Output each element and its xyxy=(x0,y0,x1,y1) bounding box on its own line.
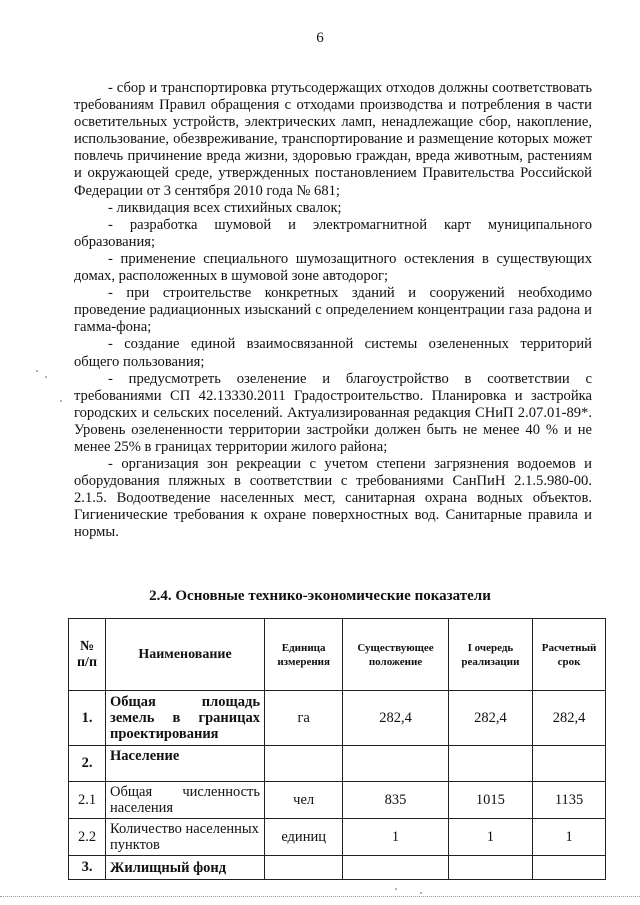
paragraph-noise-glazing: - применение специального шумозащитного остекления в существующих домах, расположенных в шумовой зоне автодорог; xyxy=(74,250,592,285)
scan-speck xyxy=(36,370,38,372)
row-target: 1 xyxy=(533,819,606,856)
table-row xyxy=(69,782,606,819)
page-number: 6 xyxy=(316,30,324,46)
row-stage1 xyxy=(448,746,532,782)
row-existing: 282,4 xyxy=(343,691,448,746)
header-unit: Единица измерения xyxy=(265,619,343,691)
header-num: № п/п xyxy=(69,619,106,691)
row-unit: единиц xyxy=(265,819,343,856)
row-stage1: 1 xyxy=(448,819,532,856)
paragraph-radiation-survey: - при строительстве конкретных зданий и сооружений необходимо проведение радиационных изысканий с определением концентрации газа радона и гамма-фона; xyxy=(74,285,592,336)
row-stage1: 282,4 xyxy=(448,691,532,746)
row-name: Общая численность населения xyxy=(106,782,265,819)
scan-speck xyxy=(45,376,47,378)
row-target xyxy=(533,856,606,880)
paragraph-landscaping: - предусмотреть озеленение и благоустройство в соответствии с требованиями СП 42.13330.2011 Градостроительство. Планировка и застройка городских и сельских поселений. Актуализированная редакция СНиП 2.07.01-89*. Уровень озелененности территории застройки должен быть не менее 40 % и не менее 25% в границах территории жилого района; xyxy=(74,370,592,455)
row-target xyxy=(533,746,606,782)
row-target: 1135 xyxy=(533,782,606,819)
row-num: 2.2 xyxy=(69,819,106,856)
row-name: Жилищный фонд xyxy=(106,856,265,880)
scan-speck xyxy=(395,888,397,890)
row-num: 2.1 xyxy=(69,782,106,819)
table-row xyxy=(69,746,606,782)
paragraph-noise-maps: - разработка шумовой и электромагнитной карт муниципального образования; xyxy=(74,216,592,250)
table-header-row xyxy=(69,619,606,691)
row-stage1 xyxy=(448,856,532,880)
scan-speck xyxy=(60,400,62,402)
paragraph-mercury-waste: - сбор и транспортировка ртутьсодержащих отходов должны соответствовать требованиям Правил обращения с отходами производства и потребления в части осветительных устройств, электрических ламп, ненадлежащие сбор, накопление, использование, обезвреживание, транспортирование и размещение которых может повлечь причинение вреда жизни, здоровью граждан, вреда животным, растениям и окружающей среде, утвержденных постановлением Правительства Российской Федерации от 3 сентября 2010 года № 681; xyxy=(74,80,592,199)
header-name: Наименование xyxy=(106,619,265,691)
row-existing: 1 xyxy=(343,819,448,856)
row-existing xyxy=(343,746,448,782)
section-title: 2.4. Основные технико-экономические показатели xyxy=(149,588,491,604)
row-stage1: 1015 xyxy=(448,782,532,819)
header-stage1: I очередь реализации xyxy=(448,619,532,691)
table-row xyxy=(69,691,606,746)
row-name: Количество населенных пунктов xyxy=(106,819,265,856)
table-row xyxy=(69,856,606,880)
row-unit xyxy=(265,856,343,880)
row-unit: чел xyxy=(265,782,343,819)
page-bottom-edge xyxy=(0,896,640,897)
paragraph-landfills: - ликвидация всех стихийных свалок; xyxy=(108,199,342,216)
row-unit xyxy=(265,746,343,782)
paragraph-recreation-zones: - организация зон рекреации с учетом степени загрязнения водоемов и оборудования пляжных в соответствии с требованиями СанПиН 2.1.5.980-00. 2.1.5. Водоотведение населенных мест, санитарная охрана водных объектов. Гигиенические требования к охране поверхностных вод. Санитарные правила и нормы. xyxy=(74,456,592,541)
row-existing xyxy=(343,856,448,880)
row-target: 282,4 xyxy=(533,691,606,746)
row-name: Население xyxy=(106,746,265,782)
header-target: Расчетный срок xyxy=(533,619,606,691)
row-existing: 835 xyxy=(343,782,448,819)
scan-speck xyxy=(420,892,422,894)
row-num: 2. xyxy=(69,746,106,782)
row-unit: га xyxy=(265,691,343,746)
row-num: 3. xyxy=(69,856,106,880)
body-text xyxy=(74,80,592,542)
table-row xyxy=(69,819,606,856)
header-existing: Существующее положение xyxy=(343,619,448,691)
row-num: 1. xyxy=(69,691,106,746)
paragraph-green-system: - создание единой взаимосвязанной системы озелененных территорий общего пользования; xyxy=(74,336,592,370)
indicators-table xyxy=(68,618,606,880)
row-name: Общая площадь земель в границах проектирования xyxy=(106,691,265,746)
